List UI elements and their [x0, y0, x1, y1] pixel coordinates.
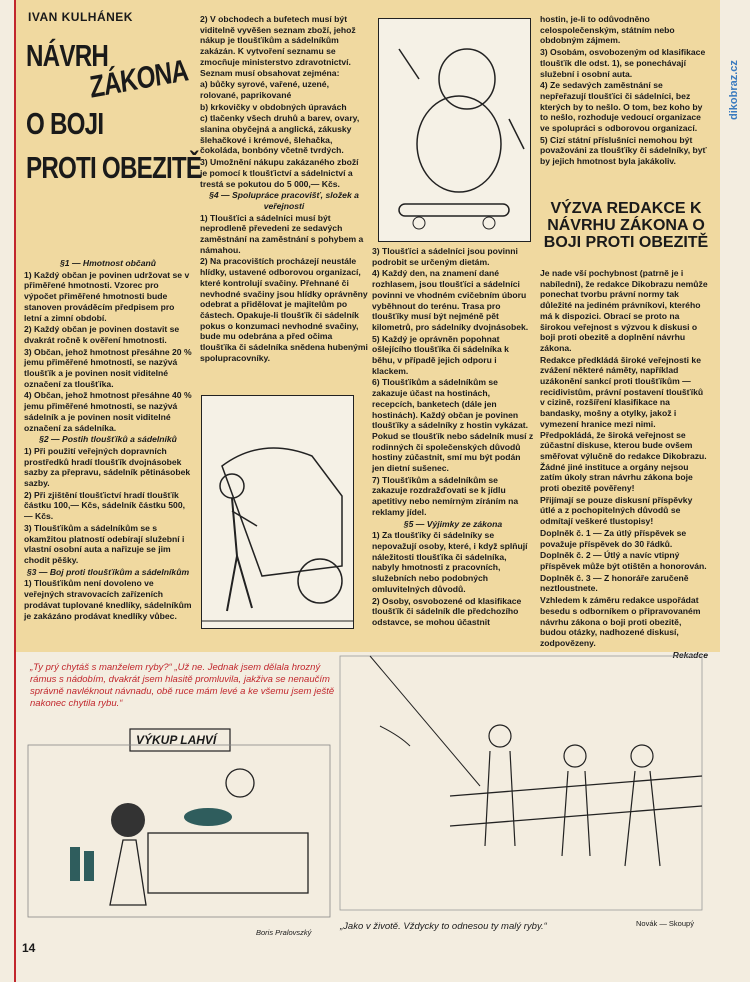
title-line-4: PROTI OBEZITĚ — [26, 150, 202, 185]
paragraph: Je nade vší pochybnost (patrně je i nabíledni), že redakce Dikobrazu nemůže ponechat tvorbu právní normy tak důležité na jediném právníkovi, kterého má k dispozici. Obrací se proto na širokou veřejnost s výzvou k diskusi o boji proti obezitě a doplnění návrhu zákona. — [540, 268, 708, 353]
illustration-skater — [378, 18, 531, 242]
paragraph: b) krkovičky v obdobných úpravách — [200, 101, 347, 112]
shop-sign: VÝKUP LAHVÍ — [136, 733, 217, 747]
caption-left: „Ty prý chytáš s manželem ryby?“ „Už ne. Jednak jsem dělala hrozný rámus s nádobím, dvakrát jsem hlasitě promluvila, jakživa se nenaučím správně navléknout návnadu, obě ruce mám levé a ke všemu jsem ještě nakonec chytila rybu.“ — [30, 662, 335, 709]
paragraph: 3) Tloušťíci a sádelníci jsou povinni podrobit se určeným dietám. — [372, 246, 518, 267]
paragraph: Doplněk č. 3 — Z honoráře zaručeně neztloustnete. — [540, 572, 689, 594]
paragraph: c) tlačenky všech druhů a barev, ovary, slanina obyčejná a anglická, zákusky šlehačkové i krémové, šlehačka, čokoláda, bonbóny včetně tvrdých. — [200, 113, 360, 156]
paragraph: 4) Ze sedavých zaměstnání se nepřeřazují tloušťíci či sádelníci, bez kterých by to nešlo. O tom, bez koho by to nešlo, rozhoduje vedoucí organizace ve spolupráci s odborovou organizací. — [540, 80, 703, 134]
paragraph: 2) V obchodech a bufetech musí být viditelně vyvěšen seznam zboží, jehož nákup je tloušťíkům a sádelníkům zakázán. K vytvoření seznamu se zmocňuje ministerstvo zdravotnictví. Seznam musí obsahovat zejména: — [200, 14, 356, 78]
section-heading: §1 — Hmotnost občanů — [60, 258, 156, 268]
paragraph: 3) Umožnění nákupu zakázaného zboží je pomocí k tloušťictví a sádelnictví a trestá se pokutou do 5 000,— Kčs. — [200, 157, 359, 189]
fishing-cartoon — [340, 656, 702, 910]
site-watermark[interactable]: dikobraz.cz — [728, 60, 740, 120]
section-heading: §3 — Boj proti tloušťíkům a sádelníkům — [26, 566, 190, 577]
credit-left: Boris Pralovszký — [256, 928, 312, 937]
paragraph: 5) Každý je oprávněn popohnat ošlejícího tloušťíka či sádelníka k běhu, v případě jejich odporu i klackem. — [372, 333, 509, 376]
column-4 — [540, 14, 708, 194]
appeal-text — [540, 268, 708, 660]
paragraph: 7) Tloušťíkům a sádelníkům se zakazuje rozdražďovati se k jídlu apetitivy nebo nemírným zíráním na reklamy jídel. — [372, 474, 519, 517]
credit-right: Novák — Skoupý — [636, 919, 694, 928]
car-cartoon — [202, 396, 353, 628]
caption-right: „Jako v životě. Vždycky to odnesou ty malý ryby.“ — [340, 921, 547, 932]
paragraph: 1) Každý občan je povinen udržovat se v přiměřené hmotnosti. Vzorec pro výpočet přiměřené hmotnosti bude stanoven prováděcím předpisem pro letní a zimní období. — [24, 269, 190, 323]
column-1 — [24, 258, 192, 642]
paragraph: 2) Osoby, osvobozené od klasifikace tloušťík či sádelník dle předchozího odstavce, se mohou účastnit — [372, 595, 522, 627]
illustration-fishing — [340, 656, 702, 910]
paragraph: 1) Tloušťíci a sádelníci musí být neprodleně převedeni ze sedavých zaměstnání na zaměstnání s pohybem a námahou. — [200, 212, 364, 255]
paragraph: Doplněk č. 1 — Za útlý příspěvek se považuje příspěvek do 30 řádků. — [540, 527, 687, 549]
paragraph: 6) Tloušťíkům a sádelníkům se zakazuje účast na hostinách, recepcích, banketech (dále jen hostinách). Každý občan je povinen tloušťíky a sádelníky z hostin vykázat. Pokud se tloušťík nebo sádelník musí z rodinných či společenských důvodů hostiny zúčastnit, smí mu být podán jen dietní sušenec. — [372, 377, 534, 474]
paragraph: 4) Každý den, na znamení dané rozhlasem, jsou tloušťíci a sádelníci povinni ve vhodném cvičebním úboru vyběhnout do terénu. Trasa pro tloušťíky musí být nejméně pět kilometrů, pro sádelníky dvojnásobek. — [372, 268, 529, 332]
illustration-bottle-shop — [28, 725, 330, 917]
appeal-title: VÝZVA REDAKCE K NÁVRHU ZÁKONA O BOJI PROTI OBEZITĚ — [543, 200, 709, 251]
paragraph: Doplněk č. 2 — Útlý a navíc vtipný příspěvek může být otištěn a honorován. — [540, 550, 707, 571]
title-line-2: ZÁKONA — [88, 52, 190, 105]
section-heading: §2 — Postih tloušťíků a sádelníků — [39, 434, 177, 445]
paragraph: Vzhledem k záměru redakce uspořádat besedu s odborníkem o připravovaném návrhu zákona o boji proti obezitě, budou otázky, nadhozené diskusí, zodpovězeny. — [540, 595, 701, 648]
paragraph: 3) Občan, jehož hmotnost přesáhne 20 % jemu přiměřené hmotnosti, se nazývá tloušťík a je povinen nosit viditelné označení za tloušťíka. — [24, 346, 192, 389]
paragraph: 1) Tloušťíkům není dovoleno ve veřejných stravovacích zařízeních prodávat tuplované knedlíky, sádelníkům je zakázáno prodávat knedlíky vůbec. — [24, 578, 192, 621]
title-line-1: NÁVRH — [26, 38, 109, 73]
signature: Rekadce — [672, 649, 708, 660]
author-name: IVAN KULHÁNEK — [28, 10, 133, 24]
paragraph: Přijímají se pouze diskusní příspěvky útlé a z pochopitelných důvodů se odmítají veškeré tlustopisy! — [540, 494, 693, 527]
paragraph: 1) Při použití veřejných dopravních prostředků hradí tloušťík dvojnásobek sazby za přepravu, sádelník pětinásobek sazby. — [24, 445, 191, 489]
title-line-3: O BOJI — [26, 106, 104, 141]
section-heading: §5 — Výjimky ze zákona — [403, 518, 503, 529]
paragraph: 2) Každý občan je povinen dostavit se dvakrát ročně k ověření hmotnosti. — [24, 324, 180, 345]
paragraph: 1) Za tloušťíky či sádelníky se nepovažují osoby, které, i když splňují náležitosti tloušťíka či sádelníka, nabyly hmotnosti z pracovních, služebních nebo podobných omluvitelných důvodů. — [372, 530, 528, 594]
column-2 — [200, 14, 368, 386]
paragraph: 5) Cizí státní příslušníci nemohou být považováni za tloušťíky či sádelníky, byť by jejich hmotnost byla jakákoliv. — [540, 134, 707, 167]
paragraph: hostin, je-li to odůvodněno celospolečenským, státním nebo obdobným zájmem. — [540, 14, 675, 46]
bottle-shop-cartoon — [28, 725, 330, 917]
column-3 — [372, 246, 534, 642]
skater-cartoon — [379, 19, 530, 241]
illustration-car — [201, 395, 354, 629]
margin-line — [14, 0, 16, 982]
paragraph: 3) Tloušťíkům a sádelníkům se s okamžitou platností odebírají služební i vlastní osobní auta a nařizuje se jim chodit pěšky. — [24, 522, 185, 565]
paragraph: 2) Na pracovištích procházejí neustále hlídky, ustavené odborovou organizací, které kontrolují svačiny. Přehnané či nevhodné svačiny jsou hlídky oprávněny odebrat a přidělovat je majitelům po částech. Opakuje-li tloušťík či sádelník pokus o konzumaci nevhodné svačiny, bude mu odebrána a před očima tloušťíka či sádelníka snědena hubenými spolupracovníky. — [200, 256, 368, 363]
page-number: 14 — [22, 941, 36, 955]
paragraph: Redakce předkládá široké veřejnosti ke zvážení některé náměty, například uzákonění sankcí proti tloušťíkům — recidivistům, právní postavení tloušťíků v cizině, rozšíření klasifikace na bandasky, mošny a otylky, jakož i vymezení hranice mezi nimi. Předpokládá, že široká veřejnost se zúčastní diskuse, kterou bude ovšem směřovat výlučně do redakce Dikobrazu. Žádné jiné instituce a orgány nejsou zatím úkoly stran návrhu zákona boje proti obezitě pověřeny! — [540, 354, 707, 494]
paragraph: 2) Při zjištění tloušťictví hradí tloušťík částku 100,— Kčs, sádelník částku 500,— Kčs. — [24, 489, 185, 522]
paragraph: 3) Osobám, osvobozeným od klasifikace tloušťík dle odst. 1), se ponechávají služební i osobní auta. — [540, 47, 706, 79]
paragraph: a) bůčky syrové, vařené, uzené, rolované, paprikované — [200, 79, 329, 100]
paragraph: 4) Občan, jehož hmotnost přesáhne 40 % jemu přiměřené hmotnosti, se nazývá sádelník a je povinen nosit viditelné označení za sádelníka. — [24, 390, 192, 433]
section-heading: §4 — Spolupráce pracovišť, složek a veřejnosti — [209, 190, 359, 211]
